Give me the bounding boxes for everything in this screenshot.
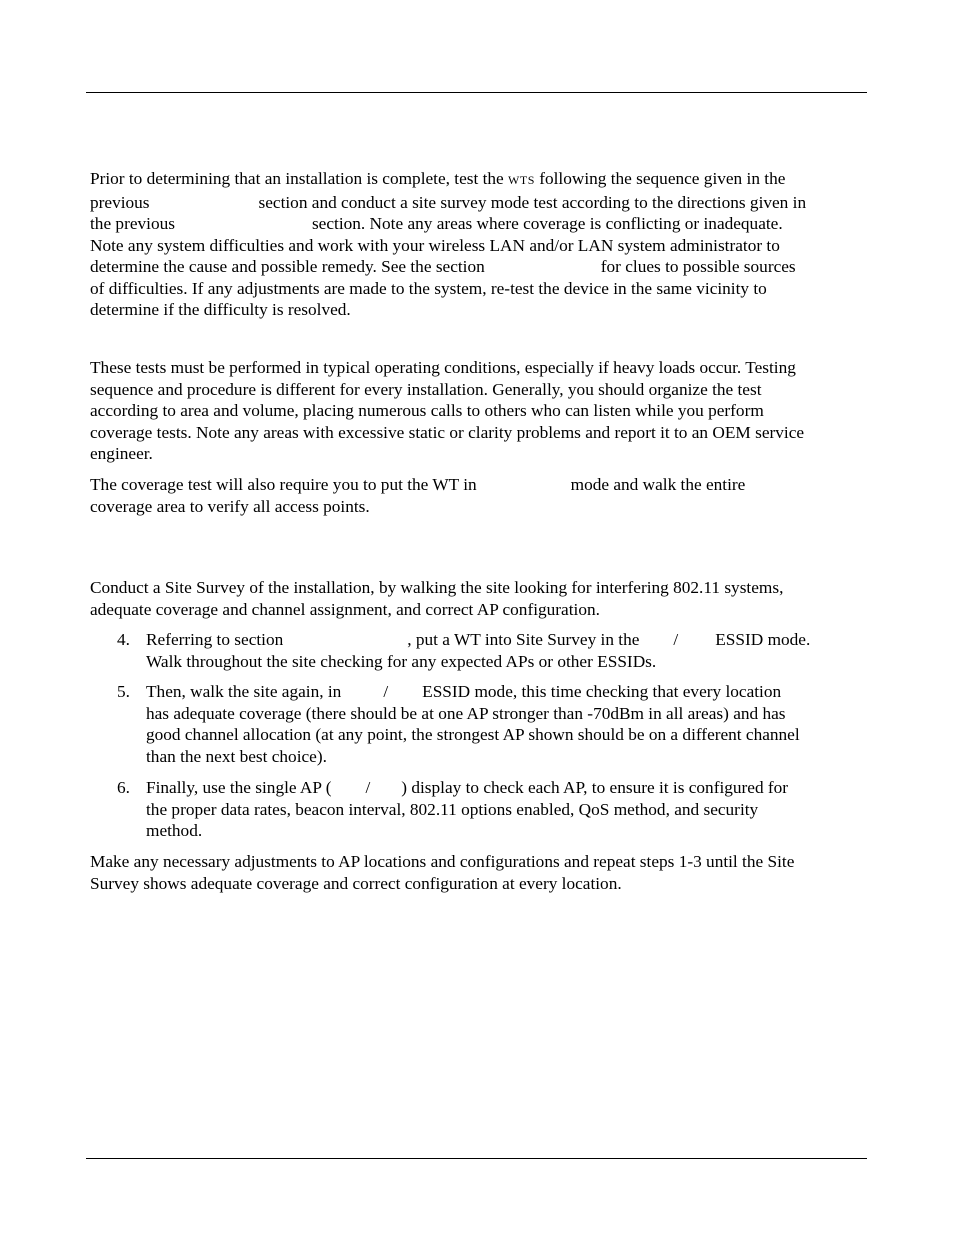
list-item-text: Finally, use the single AP ( / ) display to check each AP, to ensure it is configured for xyxy=(146,778,789,797)
list-item-text: method. xyxy=(146,821,203,840)
list-number: 6. xyxy=(117,778,130,797)
list-item xyxy=(90,681,870,769)
list-item xyxy=(90,629,870,673)
list-item-text: than the next best choice). xyxy=(146,746,327,766)
text-line: Survey shows adequate coverage and correct configuration at every location. xyxy=(90,873,622,893)
list-item-text: has adequate coverage (there should be at one AP stronger than -70dBm in all areas) and has xyxy=(146,703,786,723)
list-number: 5. xyxy=(117,682,130,701)
list-item-text: Then, walk the site again, in / ESSID mode, this time checking that every location xyxy=(146,682,782,701)
text-line: previous section and conduct a site survey mode test according to the directions given in xyxy=(90,192,807,212)
text-line: adequate coverage and channel assignment, and correct AP configuration. xyxy=(90,599,600,619)
text-line: coverage tests. Note any areas with excessive static or clarity problems and report it to an OEM service xyxy=(90,422,805,442)
text-line: Note any system difficulties and work with your wireless LAN and/or LAN system administrator to xyxy=(90,235,780,255)
header-rule xyxy=(86,92,867,93)
text-line: engineer. xyxy=(90,444,153,463)
text-line: of difficulties. If any adjustments are made to the system, re-test the device in the same vicinity to xyxy=(90,278,767,298)
text-line: The coverage test will also require you to put the WT in mode and walk the entire xyxy=(90,475,746,494)
list-item xyxy=(90,777,870,843)
adjustments-paragraph xyxy=(90,851,870,894)
list-item-text: the proper data rates, beacon interval, 802.11 options enabled, QoS method, and security xyxy=(146,799,759,819)
coverage-paragraph xyxy=(90,357,870,465)
list-item-text: Referring to section , put a WT into Site Survey in the / ESSID mode. xyxy=(146,630,811,649)
text-line: Conduct a Site Survey of the installation, by walking the site looking for interfering 802.11 systems, xyxy=(90,578,784,597)
text-line: Make any necessary adjustments to AP locations and configurations and repeat steps 1-3 until the Site xyxy=(90,852,795,871)
text-line: coverage area to verify all access points. xyxy=(90,496,370,516)
list-item-text: Walk throughout the site checking for any expected APs or other ESSIDs. xyxy=(146,651,657,671)
text-line: These tests must be performed in typical operating conditions, especially if heavy loads occur. Testing xyxy=(90,358,796,377)
text-line: Prior to determining that an installation is complete, test the WTS following the sequence given in the xyxy=(90,169,786,188)
list-item-text: good channel allocation (at any point, the strongest AP shown should be on a different channel xyxy=(146,725,800,744)
text-line: determine the cause and possible remedy. See the section for clues to possible sources xyxy=(90,257,796,276)
intro-paragraph xyxy=(90,168,870,321)
site-survey-paragraph xyxy=(90,577,870,620)
text-line: determine if the difficulty is resolved. xyxy=(90,300,351,319)
footer-rule xyxy=(86,1158,867,1159)
text-line: sequence and procedure is different for every installation. Generally, you should organize the test xyxy=(90,379,762,399)
list-number: 4. xyxy=(117,630,130,649)
coverage-test-paragraph xyxy=(90,474,870,517)
text-line: the previous section. Note any areas where coverage is conflicting or inadequate. xyxy=(90,214,783,233)
text-line: according to area and volume, placing numerous calls to others who can listen while you perform xyxy=(90,401,764,420)
